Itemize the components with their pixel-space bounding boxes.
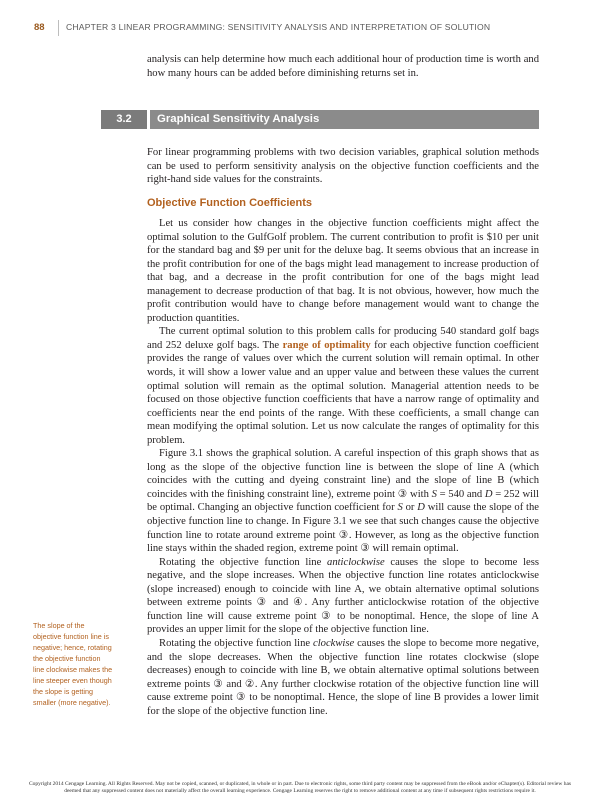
intro-block	[147, 53, 539, 80]
chapter-title: CHAPTER 3 LINEAR PROGRAMMING: SENSITIVITY ANALYSIS AND INTERPRETATION OF SOLUTION	[66, 22, 491, 32]
paragraph-5-text-b: causes the slope to become more negative, and the slope decreases. When the objective function line rotates clockwise (slope decreases) enough to coincide with line B, we obtain alternative optimal solutions between extreme points ③ and ②. Any further clockwise rotation of the objective function line will cause extreme point ③ to be nonoptimal. Hence, the slope of line B provides a lower limit for the slope of the objective function line.	[147, 637, 539, 717]
paragraph-3-text-d: or	[402, 502, 418, 514]
section-number: 3.2	[101, 110, 147, 129]
paragraph-4	[147, 556, 539, 637]
paragraph-5	[147, 637, 539, 718]
paragraph-1	[147, 217, 539, 325]
paragraph-3-text-c: = 252 will be optimal. Changing an objective function coefficient for	[147, 488, 540, 514]
paragraph-2-text-a: The current optimal solution to this problem calls for producing 540 standard golf bags and 252 deluxe golf bags. The	[147, 326, 539, 351]
paragraph-2	[147, 325, 539, 447]
paragraph-4-text-b: causes the slope to become less negative, and the slope increases. When the objective function line rotates anticlockwise (slope increased) enough to coincide with line A, we obtain alternative optimal solutions between extreme points ③ and ④. Any further anticlockwise rotation of the objective function line will cause extreme point ③ to be nonoptimal. Hence, the slope of line A provides an upper limit for the slope of the objective function line.	[147, 556, 539, 636]
paragraph-3-text-b: = 540 and	[436, 488, 485, 500]
subsection-title: Objective Function Coefficients	[147, 197, 313, 209]
section-title: Graphical Sensitivity Analysis	[157, 113, 320, 125]
paragraph-1-text: Let us consider how changes in the objective function coefficients might affect the optimal solution to the GulfGolf problem. The current contribution to profit is $10 per unit for the standard bag and $9 per unit for the deluxe bag. It seems obvious that an increase in the profit contribution for one of the bags might lead management to increase production of that bag, and a decrease in the profit contribution for one of the bags might lead management to decrease production of that bag. It is not obvious, however, how much the profit contribution would have to change before management would want to change the production quantities.	[147, 218, 539, 324]
copyright-footer: Copyright 2014 Cengage Learning. All Rights Reserved. May not be copied, scanned, or duplicated, in whole or in part. Due to electronic rights, some third party content may be suppressed from the eBook and/or eChapter(s). Editorial review has deemed that any suppressed content does not materially affect the overall learning experience. Cengage Learning reserves the right to remove additional content at any time if subsequent rights restrictions require it.	[28, 781, 572, 794]
body-text	[147, 217, 539, 718]
page-number: 88	[34, 22, 45, 33]
intro-paragraph: analysis can help determine how much each additional hour of production time is worth and how many hours can be added before diminishing returns set in.	[147, 54, 539, 79]
variable-d: D	[484, 488, 493, 500]
variable-s: S	[397, 502, 403, 514]
section-separator	[147, 110, 150, 129]
paragraph-4-text-a: Rotating the objective function line	[159, 556, 328, 568]
marginal-note: The slope of the objective function line is negative; hence, rotating the objective function line clockwise makes the line steeper even though the slope is getting smaller (more negative).	[33, 621, 113, 707]
paragraph-3-text-a: Figure 3.1 shows the graphical solution. A careful inspection of this graph shows that as long as the slope of the objective function line is between the slope of line A (which coincides with the cutting and dyeing constraint line) and the slope of line B (which coincides with the finishing constraint line), extreme point ③ with	[147, 448, 539, 500]
header-divider	[58, 20, 59, 36]
paragraph-3-text-e: will cause the slope of the objective function line to change. In Figure 3.1 we see that such changes cause the objective function line to rotate around extreme point ③. However, as long as the objective function line stays within the shaded region, extreme point ③ will remain optimal.	[147, 502, 540, 555]
section-heading-bar	[101, 110, 539, 129]
emphasis-clockwise: clockwise	[313, 637, 355, 649]
paragraph-5-text-a: Rotating the objective function line	[159, 637, 313, 649]
key-term-range-of-optimality: range of optimality	[282, 339, 371, 351]
page-header	[24, 22, 584, 36]
section-intro-block	[147, 146, 539, 187]
emphasis-anticlockwise: anticlockwise	[327, 556, 385, 568]
paragraph-2-text-b: for each objective function coefficient provides the range of values over which the current solution will remain optimal. In other words, it will show a lower value and an upper value and between these values the current optimal solution will remain as the optimal solution. Managerial attention needs to be focused on those objective function coefficients that have a narrow range of optimality and coefficients near the end points of the range. With these coefficients, a small change can mean modifying the optimal solution. Let us now calculate the ranges of optimality for this problem.	[147, 339, 539, 446]
variable-s: S	[431, 488, 437, 500]
paragraph-3	[147, 447, 539, 555]
variable-d: D	[417, 502, 425, 514]
section-intro-paragraph: For linear programming problems with two decision variables, graphical solution methods can be used to perform sensitivity analysis on the objective function coefficients and the right-hand side values for the constraints.	[147, 147, 539, 186]
